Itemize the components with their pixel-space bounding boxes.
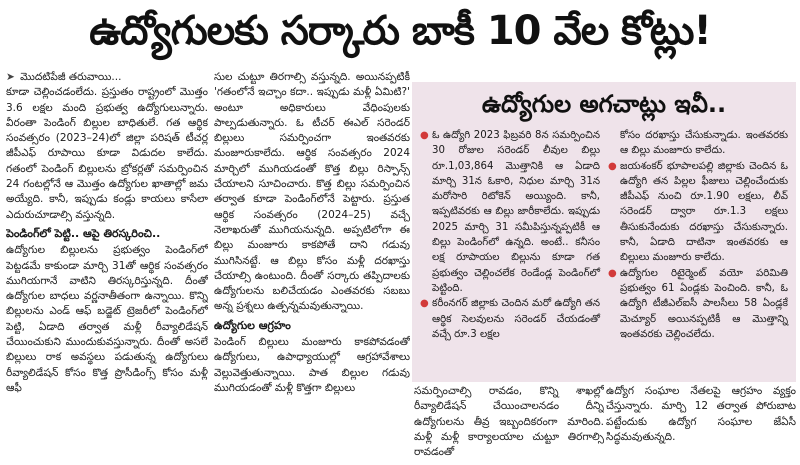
paragraph: ఉద్యోగ సంఘాల నేతలపై ఆగ్రహం వ్యక్తం చేస్తున్నారు. మార్చి 12 తర్వాత పోరుబాట పట్టేందుకు ఉద్యోగ సంఘాల జేఏసీ సిద్ధమవుతున్నది. — [606, 385, 796, 443]
paragraph: సమర్పించాల్సి రావడం, కొన్ని శాఖల్లో రీవ్యాలిడేషన్ చేయించాలనడం దీన్ని ఉద్యోగులను తీవ్ర ఇబ్బందికరంగా మారింది. మళ్లీ మళ్లీ కార్యాలయాల చుట్టూ తిరగాల్సి రావడంతో — [414, 385, 604, 459]
box-item-text: జయశంకర్ భూపాలపల్లి జిల్లాకు చెందిన ఓ ఉద్యోగి తన పిల్లల ఫీజులు చెల్లించేందుకు జీపీఎఫ్ నుంచి రూ.1.90 లక్షలు, లీవ్ సరెండర్ ద్వారా రూ.1.3 లక్షలు తీసుకునేందుకు దరఖాస్తు చేసుకున్నారు. కానీ, ఏడాది దాటినా ఇంతవరకు ఆ బిల్లులు మంజూరు కాలేదు. — [620, 160, 788, 264]
article-column-1 — [6, 70, 208, 465]
paragraph: ఉద్యోగుల బిల్లులను ప్రభుత్వం పెండింగ్‌లో పెట్టడమే కాకుండా మార్చి 31తో ఆర్థిక సంవత్సరం ముగియగానే వాటిని తిరస్కరిస్తున్నది. దీంతో ఉద్యోగుల బాధలు వర్ణనాతీతంగా ఉన్నాయి. కొన్ని బిల్లులను ఎండ్ ఆఫ్ బడ్జెట్ ట్రెజరీలో పెండింగ్‌లో పెట్టి, ఏడాది తర్వాత మళ్లీ రీవ్యాలిడేషన్ చేయించుకుని ముందుకువస్తున్నారు. దీంతో అసలే బిల్లులు రాక అవస్థలు పడుతున్న ఉద్యోగులు రీవ్యాలిడేషన్ కోసం కొత్త ప్రొసీడింగ్స్ కోసం మళ్లీ ఆఫీ — [6, 244, 208, 394]
article-column-3 — [414, 384, 604, 464]
bullet-icon: ● — [608, 160, 617, 172]
sidebar-box — [412, 82, 796, 382]
box-item — [420, 296, 600, 342]
box-item — [608, 266, 788, 342]
continuation-label: మొదటిపేజీ తరువాయి... — [20, 71, 122, 83]
article-column-2 — [214, 70, 410, 465]
subheading: పెండింగ్‌లో పెట్టి.. ఆపై తిరస్కరించి.. — [6, 226, 161, 240]
box-item-text: ఉద్యోగుల రిటైర్మెంట్ వయో పరిమితి ప్రభుత్వం 61 ఏండ్లకు పెంచింది. కానీ, ఓ ఉద్యోగి టీజీఎల్ఐసీ పాలసీలు 58 ఏండ్లకే మెచ్యూర్ అయినప్పటికీ ఆ మొత్తాన్ని ఇంతవరకు చెల్లించలేదు. — [620, 267, 788, 340]
box-column-left — [420, 128, 600, 342]
article-column-4 — [606, 384, 796, 464]
box-item — [608, 159, 788, 266]
bullet-icon: ● — [420, 130, 429, 141]
bullet-icon: ● — [420, 298, 429, 310]
paragraph: సుల చుట్టూ తిరగాల్సి వస్తున్నది. అయినప్పటికీ 'గతంలోనే ఇచ్చాం కదా.. ఇప్పుడు మళ్లీ ఏమిటి?' అంటూ అధికారులు వేధింపులకు పాల్పడుతున్నారు. ఓ టీచర్ ఈఎల్ సరెండర్ బిల్లులు సమర్పించగా ఇంతవరకు మంజూరుకాలేదు. ఆర్థిక సంవత్సరం 2024 మార్చిలో ముగియడంతో కొత్త బిల్లు రిస్పాన్స్ చేయాలని సూచించారు. కొత్త బిల్లు సమర్పించిన తర్వాత కూడా పెండింగ్‌లోనే పెట్టారు. ప్రస్తుత ఆర్థిక సంవత్సరం (2024–25) వచ్చే నెలాఖరుతో ముగియనున్నది. అప్పటిలోగా ఈ బిల్లు మంజూరు కాకపోతే దాని గడువు ముగిసినట్టే. ఆ బిల్లు కోసం మళ్లీ దరఖాస్తు చేయాల్సి ఉంటుంది. దీంతో సర్కారు తప్పిదాలకు ఉద్యోగులను బలిచేయడం ఎంతవరకు సబబు అన్న ప్రశ్నలు ఉత్పన్నమవుతున్నాయి. — [214, 71, 410, 313]
box-item-continued — [608, 128, 788, 159]
arrow-icon: ➤ — [6, 71, 15, 83]
box-item — [420, 128, 600, 296]
box-title: ఉద్యోగుల అగచాట్లు ఇవీ.. — [481, 90, 727, 118]
paragraph: పెండింగ్ బిల్లులు మంజూరు కాకపోవడంతో ఉద్యోగులు, ఉపాధ్యాయుల్లో ఆగ్రహావేశాలు వెల్లువెత్తుతున్నాయి. పాత బిల్లుల గడువు ముగియడంతో మళ్లీ కొత్తగా బిల్లులు — [214, 336, 410, 394]
box-item-text: కరీంనగర్ జిల్లాకు చెందిన మరో ఉద్యోగి తన ఆర్థిక సెలవులను సరెండర్ చేయడంతో వచ్చే రూ.3 లక్షల — [432, 298, 600, 340]
headline: ఉద్యోగులకు సర్కారు బాకీ 10 వేల కోట్లు! — [89, 8, 711, 54]
box-item-text: కోసం దరఖాస్తు చేసుకున్నాడు. ఇంతవరకు ఆ బిల్లు మంజూరు కాలేదు. — [620, 130, 788, 157]
subheading: ఉద్యోగుల ఆగ్రహం — [214, 318, 291, 332]
box-column-right — [608, 128, 788, 342]
bullet-icon: ● — [608, 267, 617, 279]
box-item-text: ఓ ఉద్యోగి 2023 ఫిబ్రవరి 8న సమర్పించిన 30 రోజుల సరెండర్ లీవుల బిల్లు రూ.1,03,864 మొత్తానికి ఆ ఏడాది మార్చి 31న ఓకారి, నిధుల మార్చి 31న మరోసారి రిటోకెన్ అయ్యింది. కానీ, ఇప్పటివరకు ఆ బిల్లు జారీకాలేదు. ఇప్పుడు 2025 మార్చి 31 సమీపిస్తున్నప్పటికీ ఆ బిల్లు పెండింగ్‌లో ఉన్నది. అంటే.. కనీసం లక్ష రూపాయల బిల్లును కూడా గత ప్రభుత్వం చెల్లించలేక రెండేండ్ల పెండింగ్‌లో పెట్టింది. — [432, 130, 600, 294]
paragraph: కూడా చెల్లించడంలేదు. ప్రస్తుతం రాష్ట్రంలో మొత్తం 3.6 లక్షల మంది ప్రభుత్వ ఉద్యోగులున్నారు. వీరంతా పెండింగ్ బిల్లుల బాధితులే. గత ఆర్థిక సంవత్సరం (2023–24)లో జిల్లా పరిషత్ టీచర్ల జీపీఎఫ్ రూపాయి కూడా విడుదల కాలేదు. గతంలో పెండింగ్ బిల్లులను బ్రోకర్లతో సమర్పించిన 24 గంటల్లోనే ఆ మొత్తం ఉద్యోగుల ఖాతాల్లో జమ అయ్యేది. కానీ, ఇప్పుడు కండ్లు కాయలు కాసేలా ఎదురుచూడాల్సి వస్తున్నది. — [6, 86, 208, 221]
